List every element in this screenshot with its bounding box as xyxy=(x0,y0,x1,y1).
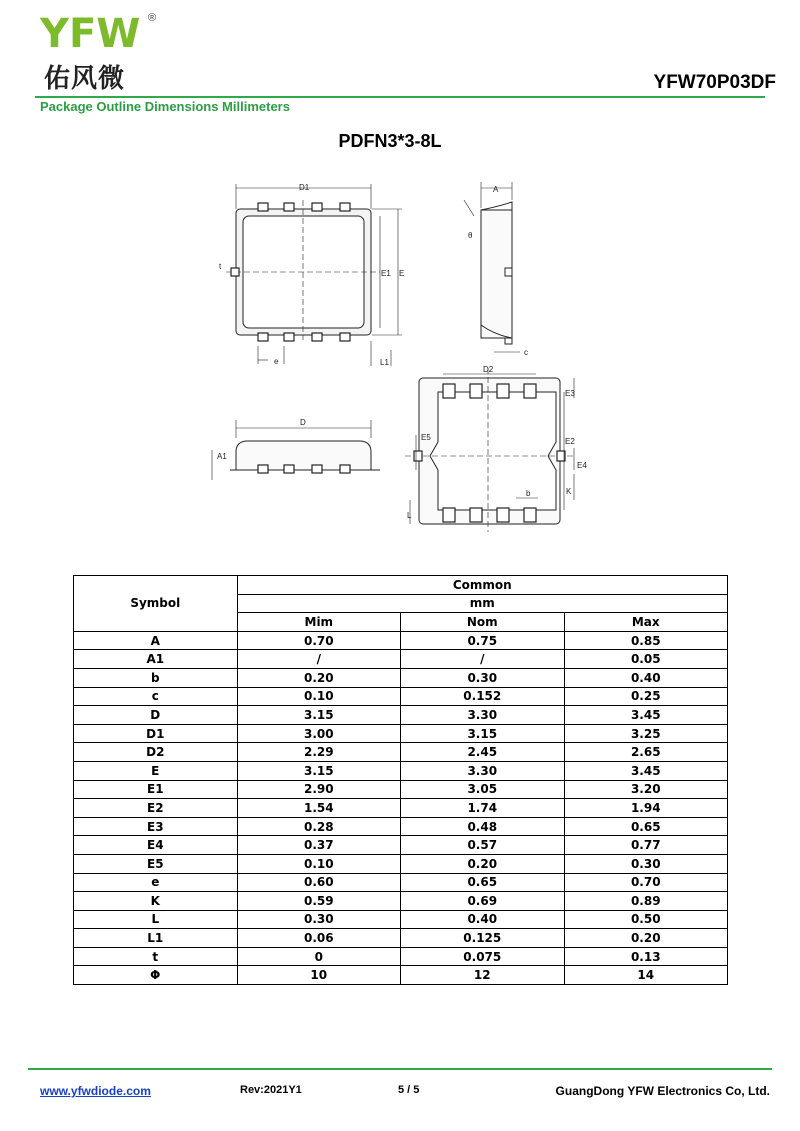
value-cell: 0.20 xyxy=(401,854,565,873)
col-header-nom: Nom xyxy=(401,613,565,632)
dimensions-table-body xyxy=(74,631,728,984)
unit-header: mm xyxy=(237,594,727,613)
label-theta: θ xyxy=(468,231,473,240)
value-cell: 3.15 xyxy=(237,761,400,780)
table-row xyxy=(74,910,728,929)
symbol-cell: b xyxy=(74,668,238,687)
value-cell: 1.74 xyxy=(401,799,565,818)
value-cell: 3.45 xyxy=(564,706,727,725)
side-view-right xyxy=(464,182,520,352)
value-cell: 3.15 xyxy=(401,724,565,743)
label-c: c xyxy=(524,348,528,357)
website-link[interactable]: www.yfwdiode.com xyxy=(40,1084,151,1098)
symbol-cell: t xyxy=(74,947,238,966)
section-subtitle: Package Outline Dimensions Millimeters xyxy=(40,99,290,114)
value-cell: 2.45 xyxy=(401,743,565,762)
value-cell: 0.65 xyxy=(401,873,565,892)
label-K: K xyxy=(566,487,572,496)
footer-divider xyxy=(28,1068,772,1070)
value-cell: 0.37 xyxy=(237,836,400,855)
label-E5: E5 xyxy=(421,433,431,442)
label-D: D xyxy=(300,418,306,427)
table-row xyxy=(74,929,728,948)
col-header-min: Mim xyxy=(237,613,400,632)
value-cell: 0.25 xyxy=(564,687,727,706)
label-t: t xyxy=(219,262,222,271)
symbol-cell: E4 xyxy=(74,836,238,855)
bottom-view xyxy=(405,368,575,532)
table-row xyxy=(74,836,728,855)
value-cell: 0.13 xyxy=(564,947,727,966)
symbol-cell: E2 xyxy=(74,799,238,818)
value-cell: 0.57 xyxy=(401,836,565,855)
value-cell: 2.65 xyxy=(564,743,727,762)
company-logo xyxy=(40,12,170,94)
package-title: PDFN3*3-8L xyxy=(338,131,442,151)
value-cell: 0.77 xyxy=(564,836,727,855)
value-cell: 0.20 xyxy=(237,668,400,687)
table-row xyxy=(74,706,728,725)
value-cell: 0.70 xyxy=(564,873,727,892)
value-cell: 10 xyxy=(237,966,400,985)
page-number: 5 / 5 xyxy=(398,1084,420,1096)
value-cell: 3.30 xyxy=(401,761,565,780)
side-view-bottom xyxy=(212,420,380,480)
value-cell: 0.40 xyxy=(401,910,565,929)
table-row xyxy=(74,892,728,911)
table-row xyxy=(74,780,728,799)
symbol-cell: D2 xyxy=(74,743,238,762)
value-cell: 0.85 xyxy=(564,631,727,650)
value-cell: 12 xyxy=(401,966,565,985)
package-outline-drawing xyxy=(0,170,800,560)
logo-letters: YFW xyxy=(40,11,141,57)
table-row xyxy=(74,817,728,836)
value-cell: / xyxy=(237,650,400,669)
value-cell: 0.30 xyxy=(564,854,727,873)
label-e: e xyxy=(274,357,279,366)
value-cell: 0.89 xyxy=(564,892,727,911)
value-cell: 3.15 xyxy=(237,706,400,725)
label-A1: A1 xyxy=(217,452,227,461)
value-cell: 0.48 xyxy=(401,817,565,836)
value-cell: 0.40 xyxy=(564,668,727,687)
symbol-cell: A xyxy=(74,631,238,650)
symbol-cell: E5 xyxy=(74,854,238,873)
value-cell: 0.60 xyxy=(237,873,400,892)
label-E4: E4 xyxy=(577,461,587,470)
symbol-header: Symbol xyxy=(74,576,238,632)
table-row xyxy=(74,799,728,818)
header-divider xyxy=(35,96,765,98)
label-E2: E2 xyxy=(565,437,575,446)
value-cell: 3.30 xyxy=(401,706,565,725)
value-cell: 2.90 xyxy=(237,780,400,799)
value-cell: 0.05 xyxy=(564,650,727,669)
label-D1: D1 xyxy=(299,183,310,192)
symbol-cell: E3 xyxy=(74,817,238,836)
label-D2: D2 xyxy=(483,365,494,374)
value-cell: 0.50 xyxy=(564,910,727,929)
symbol-cell: K xyxy=(74,892,238,911)
value-cell: 0.20 xyxy=(564,929,727,948)
symbol-cell: L1 xyxy=(74,929,238,948)
table-row xyxy=(74,966,728,985)
table-row xyxy=(74,631,728,650)
label-b: b xyxy=(526,489,531,498)
symbol-cell: e xyxy=(74,873,238,892)
value-cell: 0.10 xyxy=(237,687,400,706)
value-cell: 0.59 xyxy=(237,892,400,911)
table-row xyxy=(74,761,728,780)
table-row xyxy=(74,873,728,892)
revision-label: Rev:2021Y1 xyxy=(240,1084,302,1096)
value-cell: 0.75 xyxy=(401,631,565,650)
value-cell: 0.10 xyxy=(237,854,400,873)
part-number: YFW70P03DF xyxy=(653,72,776,93)
company-name: GuangDong YFW Electronics Co, Ltd. xyxy=(555,1084,770,1098)
table-row xyxy=(74,668,728,687)
value-cell: 1.94 xyxy=(564,799,727,818)
value-cell: 0.06 xyxy=(237,929,400,948)
symbol-cell: A1 xyxy=(74,650,238,669)
value-cell: 0.30 xyxy=(237,910,400,929)
table-row xyxy=(74,650,728,669)
value-cell: 1.54 xyxy=(237,799,400,818)
value-cell: 0.30 xyxy=(401,668,565,687)
value-cell: / xyxy=(401,650,565,669)
label-A: A xyxy=(493,185,499,194)
label-L: L xyxy=(407,511,412,520)
value-cell: 0.69 xyxy=(401,892,565,911)
value-cell: 0.28 xyxy=(237,817,400,836)
value-cell: 3.45 xyxy=(564,761,727,780)
table-row xyxy=(74,724,728,743)
registered-mark: ® xyxy=(148,12,157,24)
symbol-cell: Φ xyxy=(74,966,238,985)
symbol-cell: E xyxy=(74,761,238,780)
table-row xyxy=(74,947,728,966)
label-E: E xyxy=(399,269,405,278)
value-cell: 0.075 xyxy=(401,947,565,966)
value-cell: 0.152 xyxy=(401,687,565,706)
top-view xyxy=(226,184,405,366)
value-cell: 0.125 xyxy=(401,929,565,948)
symbol-cell: L xyxy=(74,910,238,929)
symbol-cell: c xyxy=(74,687,238,706)
value-cell: 3.00 xyxy=(237,724,400,743)
value-cell: 3.05 xyxy=(401,780,565,799)
symbol-cell: D1 xyxy=(74,724,238,743)
value-cell: 0 xyxy=(237,947,400,966)
symbol-cell: D xyxy=(74,706,238,725)
table-row xyxy=(74,854,728,873)
common-header: Common xyxy=(237,576,727,595)
value-cell: 3.20 xyxy=(564,780,727,799)
label-E3: E3 xyxy=(565,389,575,398)
logo-chinese-name: 佑风微 xyxy=(44,64,126,94)
value-cell: 0.70 xyxy=(237,631,400,650)
dimensions-table xyxy=(73,575,728,985)
symbol-cell: E1 xyxy=(74,780,238,799)
value-cell: 3.25 xyxy=(564,724,727,743)
col-header-max: Max xyxy=(564,613,727,632)
value-cell: 2.29 xyxy=(237,743,400,762)
value-cell: 14 xyxy=(564,966,727,985)
table-row xyxy=(74,743,728,762)
label-L1: L1 xyxy=(380,358,389,367)
table-row xyxy=(74,687,728,706)
value-cell: 0.65 xyxy=(564,817,727,836)
label-E1: E1 xyxy=(381,269,391,278)
